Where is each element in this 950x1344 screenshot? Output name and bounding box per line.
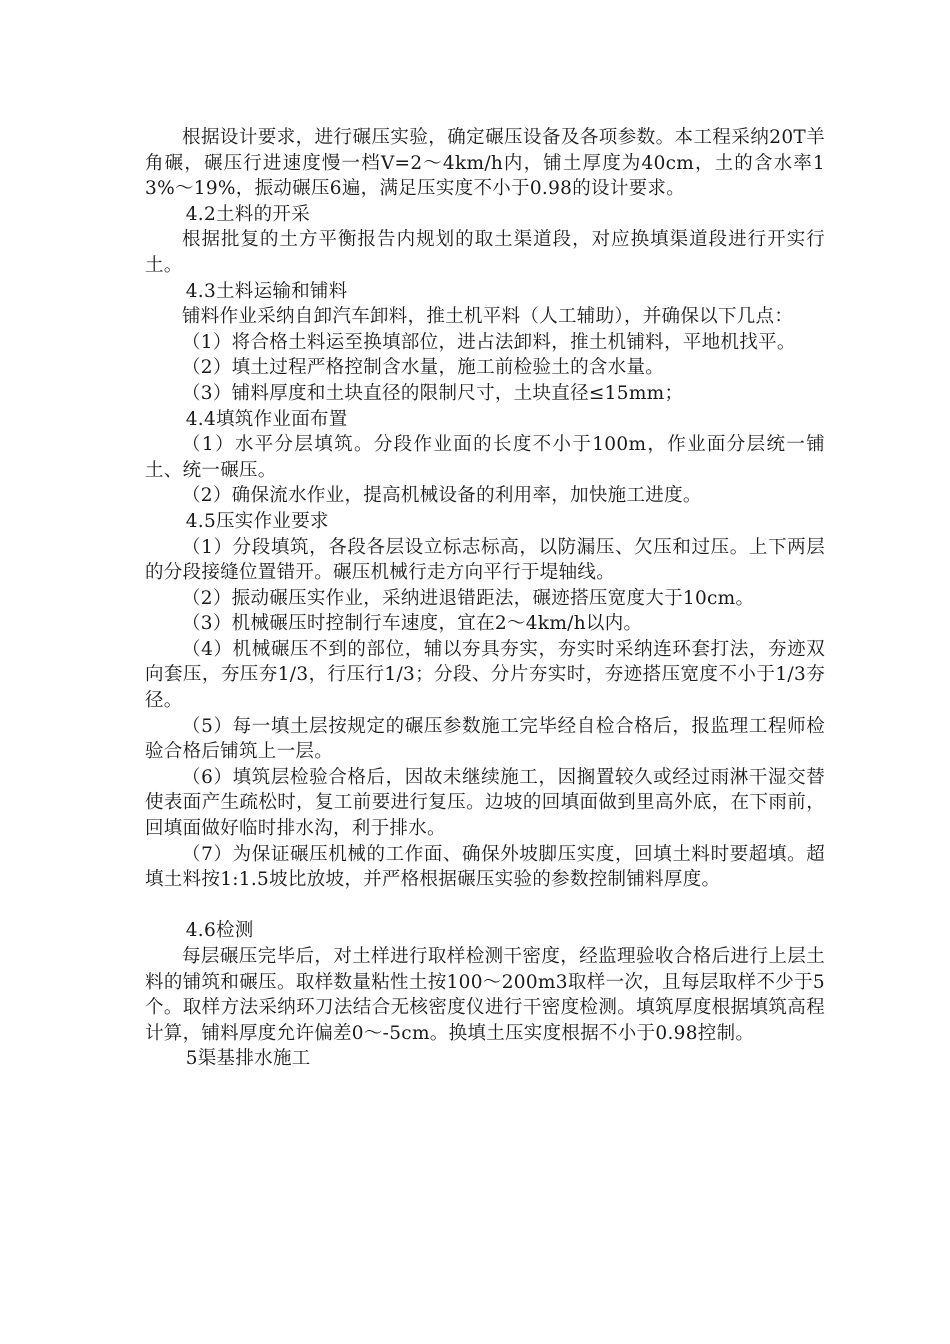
heading-4-5: 4.5压实作业要求 <box>185 510 329 532</box>
list-item-spreading-1: （1）将合格土料运至换填部位，进占法卸料，推土机铺料，平地机找平。 <box>182 331 796 353</box>
heading-4-3: 4.3土料运输和铺料 <box>185 280 348 302</box>
list-item-compaction-7: （7）为保证碾压机械的工作面、确保外坡脚压实度，回填土料时要超填。超填土料按1:1.5坡比放坡，并严格根据碾压实验的参数控制铺料厚度。 <box>145 843 825 891</box>
list-item-layout-1: （1）水平分层填筑。分段作业面的长度不小于100m，作业面分层统一铺土、统一碾压。 <box>145 434 825 481</box>
paragraph-spreading-intro: 铺料作业采纳自卸汽车卸料，推土机平料（人工辅助），并确保以下几点： <box>182 306 794 328</box>
document-page <box>145 125 825 1072</box>
paragraph-soil-excavation: 根据批复的土方平衡报告内规划的取土渠道段，对应换填渠道段进行开实行土。 <box>145 229 825 276</box>
list-item-compaction-1: （1）分段填筑，各段各层设立标志标高，以防漏压、欠压和过压。上下两层的分段接缝位置错开。碾压机械行走方向平行于堤轴线。 <box>145 536 825 584</box>
list-item-compaction-5: （5）每一填土层按规定的碾压参数施工完毕经自检合格后，报监理工程师检验合格后铺筑上一层。 <box>145 715 825 763</box>
list-item-compaction-2: （2）振动碾压实作业，采纳进退错距法，碾迹搭压宽度大于10cm。 <box>182 587 755 609</box>
blank-line <box>145 893 825 919</box>
heading-4-6: 4.6检测 <box>185 920 254 942</box>
list-item-compaction-6: （6）填筑层检验合格后，因故未继续施工，因搁置较久或经过雨淋干湿交替使表面产生疏松时，复工前要进行复压。边坡的回填面做到里高外底，在下雨前，回填面做好临时排水沟，利于排水。 <box>145 766 825 840</box>
paragraph-compaction-test: 根据设计要求，进行碾压实验，确定碾压设备及各项参数。本工程采纳20T羊角碾，碾压行进速度慢一档V=2～4km/h内，铺土厚度为40cm，土的含水率13%～19%，振动碾压6遍，满足压实度不小于0.98的设计要求。 <box>145 127 825 200</box>
heading-5: 5渠基排水施工 <box>185 1048 311 1070</box>
paragraph-testing: 每层碾压完毕后，对土样进行取样检测干密度，经监理验收合格后进行上层土料的铺筑和碾压。取样数量粘性土按100～200m3取样一次，且每层取样不少于5个。取样方法采纳环刀法结合无核密度仪进行干密度检测。填筑厚度根据填筑高程计算，铺料厚度允许偏差0～-5cm。换填土压实度根据不小于0.98控制。 <box>145 946 825 1044</box>
list-item-spreading-3: （3）铺料厚度和土块直径的限制尺寸，土块直径≤15mm； <box>182 382 684 404</box>
list-item-compaction-3: （3）机械碾压时控制行车速度，宜在2～4km/h以内。 <box>182 613 643 635</box>
list-item-spreading-2: （2）填土过程严格控制含水量，施工前检验土的含水量。 <box>182 357 665 379</box>
list-item-compaction-4: （4）机械碾压不到的部位，辅以夯具夯实，夯实时采纳连环套打法，夯迹双向套压，夯压夯1/3，行压行1/3；分段、分片夯实时，夯迹搭压宽度不小于1/3夯径。 <box>145 638 825 712</box>
heading-4-4: 4.4填筑作业面布置 <box>185 408 348 430</box>
heading-4-2: 4.2土料的开采 <box>185 203 311 225</box>
list-item-layout-2: （2）确保流水作业，提高机械设备的利用率，加快施工进度。 <box>182 485 702 507</box>
